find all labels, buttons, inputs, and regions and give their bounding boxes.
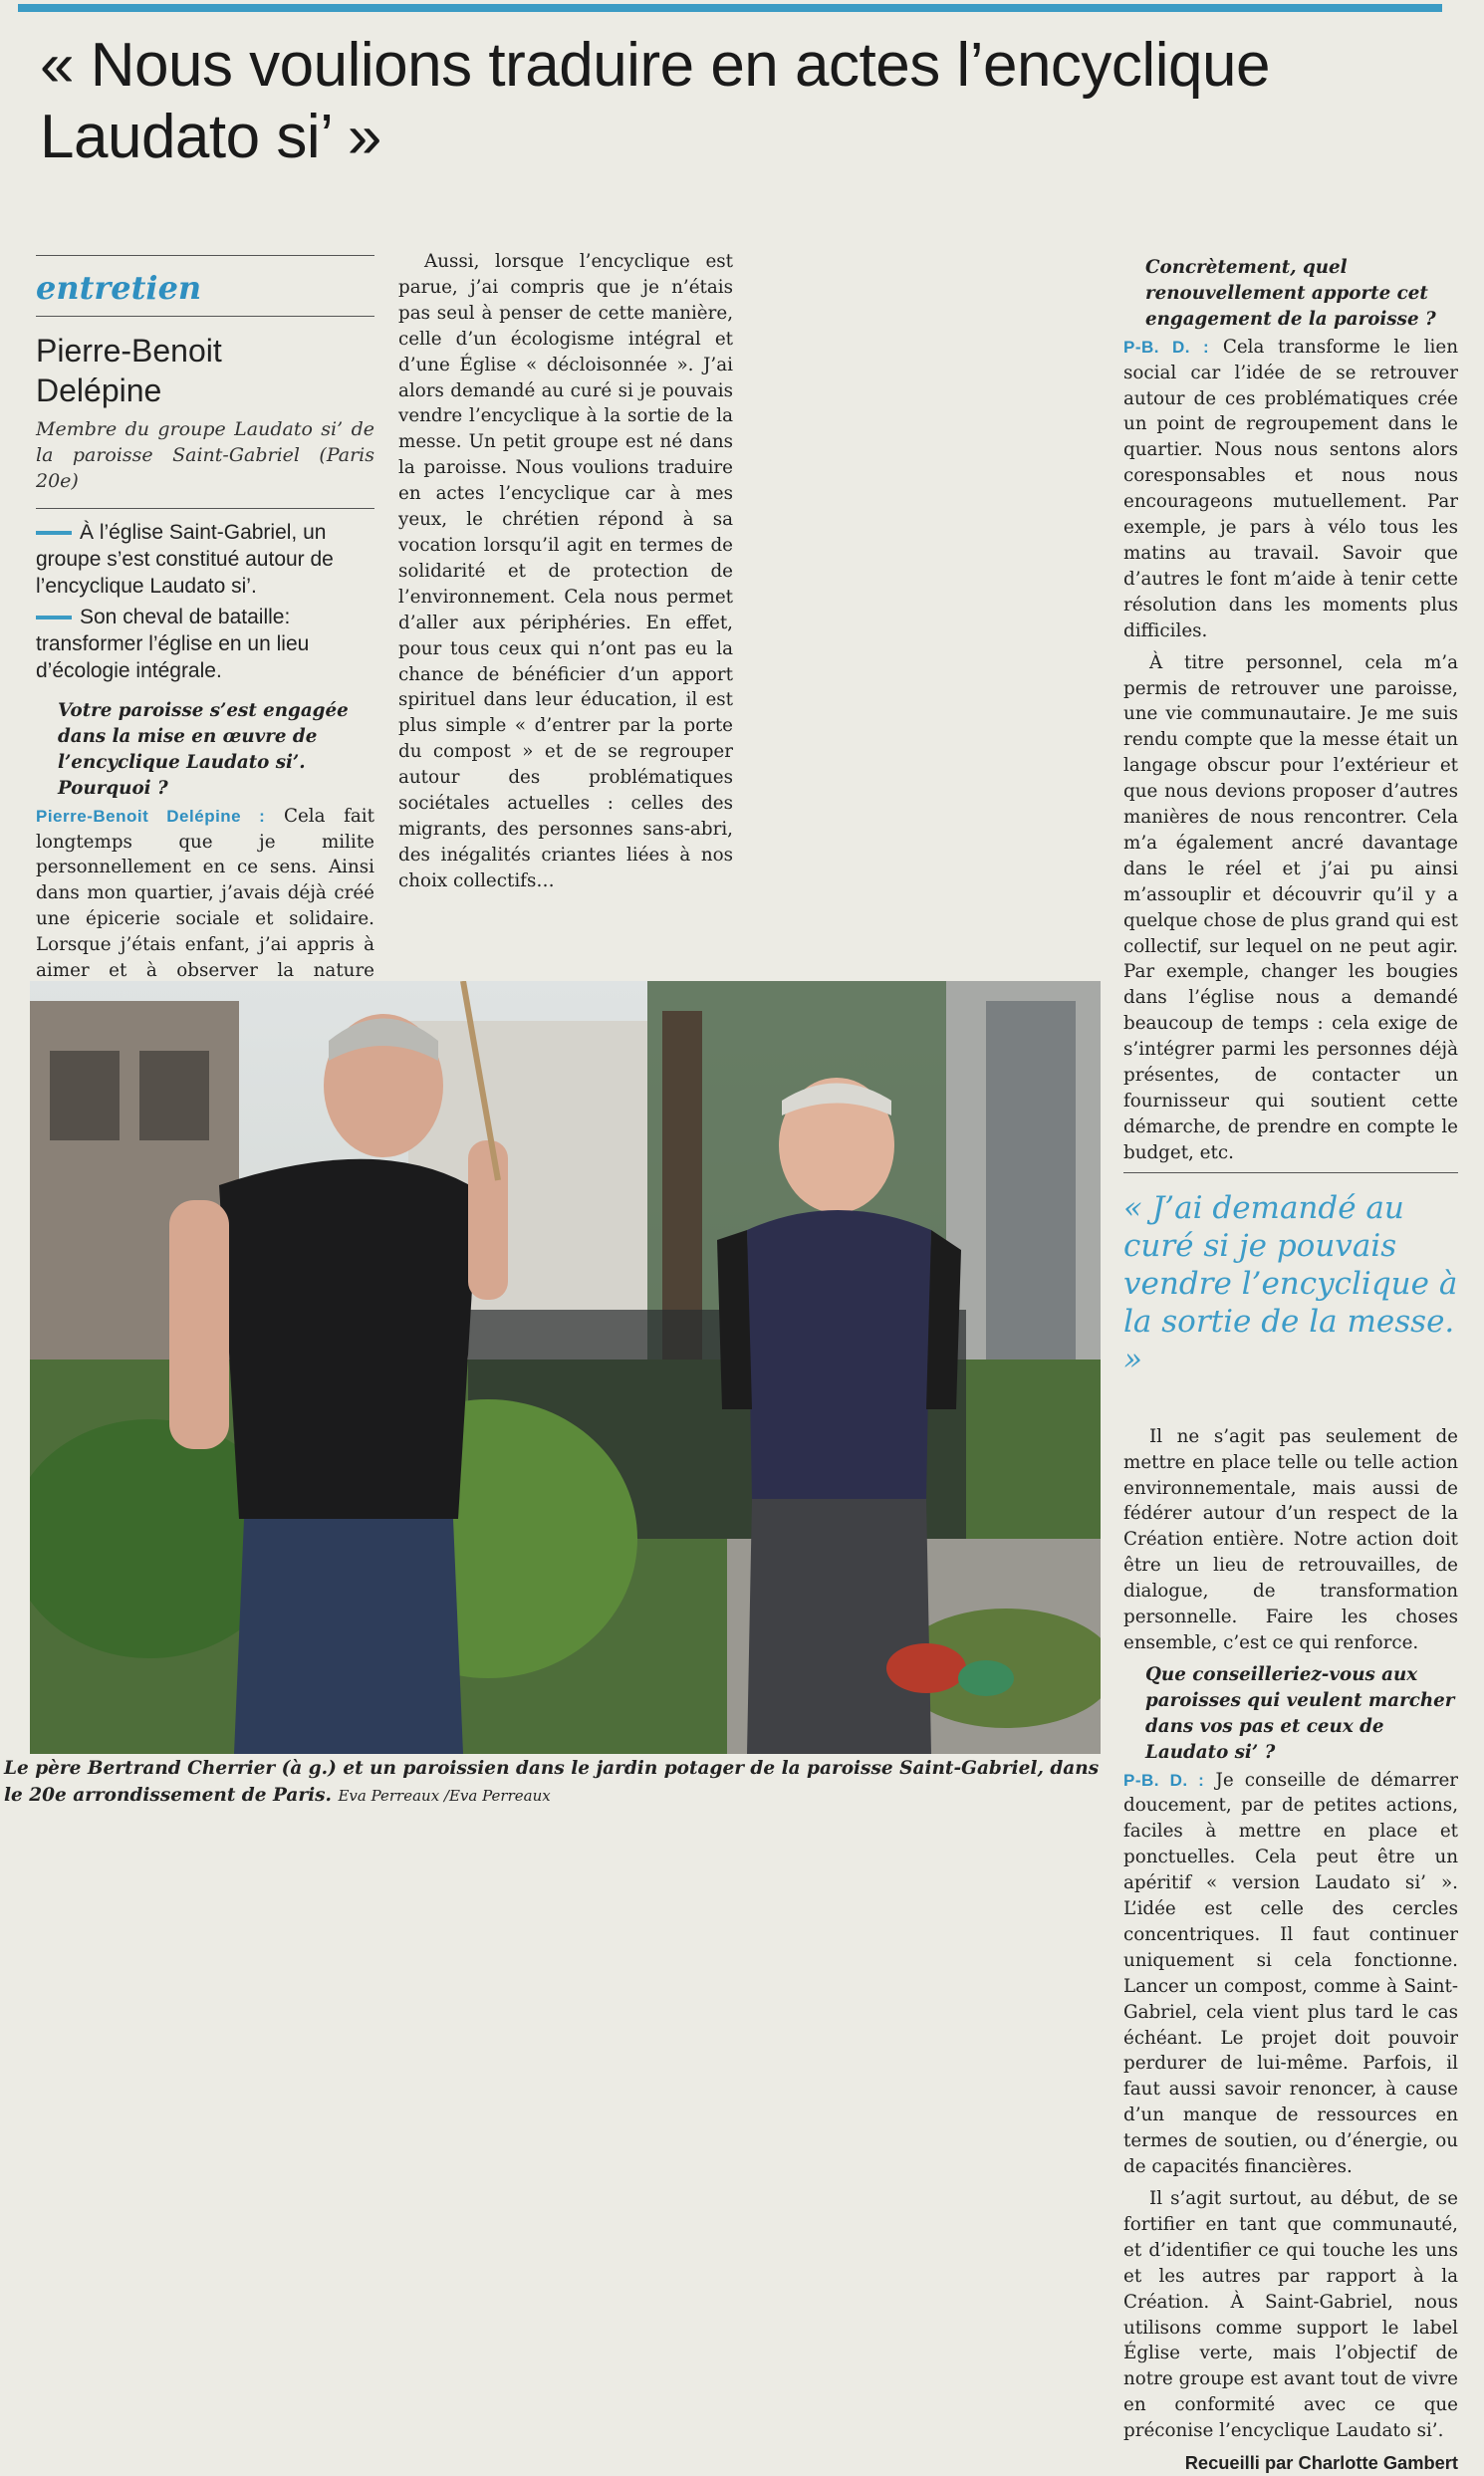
speaker-label: P-B. D. : (1123, 1770, 1205, 1790)
answer-2-paragraph-1: P-B. D. : Cela transforme le lien social car l’idée de se retrouver autour de ces problématiques crée un point de regroupement dans le quartier. Nous nous sentons alors coresponsables et nous nous encourageons mutuellement. Par exemple, je pars à vélo tous les matins au travail. Savoir que d’autres le font m’aide à tenir cette résolution dans les moments plus difficiles. (1123, 336, 1459, 641)
section-kicker: entretien (36, 269, 202, 307)
author-name-line-1: Pierre-Benoit (36, 333, 222, 369)
headline: « Nous voulions traduire en actes l’encyclique Laudato si’ » (40, 31, 1270, 171)
question-3: Que conseilleriez-vous aux paroisses qui veulent marcher dans vos pas et ceux de Laudato si’ ? (1145, 1663, 1455, 1763)
garden-photo-illustration (30, 981, 1101, 1754)
garden-photo (30, 981, 1101, 1754)
divider (1123, 1172, 1458, 1173)
photo-credit: Eva Perreaux /Eva Perreaux (338, 1787, 551, 1805)
answer-1-paragraph-1: Pierre-Benoit Delépine : Cela fait longtemps que je milite personnellement en ce sens. Ainsi dans mon quartier, j’avais déjà créé une épicerie sociale et solidaire. Lorsque j’étais enfant, j’ai appris à aimer et à observer la nature (36, 805, 374, 982)
author-role: Membre du groupe Laudato si’ de la paroisse Saint-Gabriel (Paris 20e) (36, 418, 374, 492)
dash-icon (36, 531, 72, 535)
answer-3-paragraph-2: Il s’agit surtout, au début, de se fortifier en tant que communauté, et d’identifier ce qui touche les uns et les autres par rapport à la Création. À Saint-Gabriel, nous utilisons comme support le label Église verte, mais l’objectif de notre groupe est avant tout de vivre en conformité avec ce que préconise l’encyclique Laudato si’. (1123, 2188, 1458, 2442)
question-2: Concrètement, quel renouvellement apporte cet engagement de la paroisse ? (1145, 257, 1436, 330)
summary-bullets (36, 519, 374, 684)
answer-1-paragraph-2: Aussi, lorsque l’encyclique est parue, j’ai compris que je n’étais pas seul à penser de cette manière, celle d’un écologisme intégral et d’une Église « décloisonnée ». J’ai alors demandé au curé si je pouvais vendre l’encyclique à la sortie de la messe. Un petit groupe est né dans la paroisse. Nous voulions traduire en actes l’encyclique car à mes yeux, le chrétien répond à sa vocation lorsqu’il agit en termes de solidarité et de protection de l’environnement. Cela nous permet d’aller aux périphéries. En effet, pour tous ceux qui n’ont pas eu la chance de bénéficier d’un apport spirituel dans leur éducation, il est plus simple « d’entrer par la porte du compost » et de se regrouper autour des problématiques sociétales actuelles : celles des migrants, des personnes sans-abri, des inégalités criantes liées à nos choix collectifs… (398, 251, 733, 891)
column-2 (398, 249, 733, 900)
summary-bullet: À l’église Saint-Gabriel, un groupe s’est constitué autour de l’encyclique Laudato si’. (36, 521, 334, 598)
answer-2-paragraph-3: Il ne s’agit pas seulement de mettre en place telle ou telle action environnementale, mais aussi de fédérer autour d’un respect de la Création entière. Notre action doit être un lieu de retrouvailles, de dialogue, de transformation personnelle. Faire les choses ensemble, c’est ce qui renforce. (1123, 1425, 1458, 1653)
signature: Recueilli par Charlotte Gambert (1184, 2452, 1458, 2474)
pull-quote: « J’ai demandé au curé si je pouvais vendre l’encyclique à la sortie de la messe. » (1123, 1189, 1458, 1377)
caption-text: Le père Bertrand Cherrier (à g.) et un paroissien dans le jardin potager de la paroisse Saint-Gabriel, dans le 20e arrondissement de Paris. (4, 1758, 1100, 1806)
flower-pot (886, 1643, 966, 1693)
man-2-vest (747, 1210, 931, 1499)
photo-caption (4, 1755, 1110, 1810)
man-2-trousers (747, 1499, 931, 1754)
column-4 (1123, 249, 1458, 2476)
answer-3-paragraph-1: P-B. D. : Je conseille de démarrer doucement, par de petites actions, faciles à mettre en place et ponctuelles. Cela peut être un apéritif « version Laudato si’ ». L’idée est celle des cercles concentriques. Il faut continuer uniquement si cela fonctionne. Lancer un compost, comme à Saint-Gabriel, cela vient plus tard le cas échéant. Le projet doit pouvoir perdurer de lui-même. Parfois, il faut aussi savoir renoncer, à cause d’un manque de ressources en termes de soutien, ou d’énergie, ou de capacités financières. (1123, 1769, 1459, 2178)
divider (36, 508, 374, 509)
speaker-label: P-B. D. : (1123, 337, 1210, 357)
top-accent-bar (18, 4, 1442, 12)
divider (36, 255, 374, 256)
author-name (36, 331, 374, 410)
man-1-jeans (234, 1519, 463, 1754)
question-1: Votre paroisse s’est engagée dans la mise en œuvre de l’encyclique Laudato si’. Pourquoi ? (58, 700, 349, 799)
dash-icon (36, 616, 72, 619)
summary-bullet: Son cheval de bataille: transformer l’église en un lieu d’écologie intégrale. (36, 606, 310, 682)
answer-2-paragraph-2: À titre personnel, cela m’a permis de retrouver une paroisse, une vie communautaire. Je me suis rendu compte que la messe était un langage obscur pour l’extérieur et que nous devions proposer d’autres manières de nous rencontrer. Cela m’a également ancré davantage dans le réel et j’ai pu ainsi m’assouplir et découvrir qu’il y a quelque chose de plus grand qui est collectif, sur lequel on ne peut agir. Par exemple, changer les bougies dans l’église nous a demandé beaucoup de temps : cela exige de s’intégrer parmi les personnes déjà présentes, de contacter un fournisseur qui soutient cette démarche, de prendre en compte le budget, etc. (1123, 651, 1458, 1163)
column-1 (36, 249, 374, 1094)
speaker-label: Pierre-Benoit Delépine : (36, 806, 266, 826)
man-1-shirt (219, 1159, 478, 1519)
author-name-line-2: Delépine (36, 372, 162, 408)
divider (36, 316, 374, 317)
